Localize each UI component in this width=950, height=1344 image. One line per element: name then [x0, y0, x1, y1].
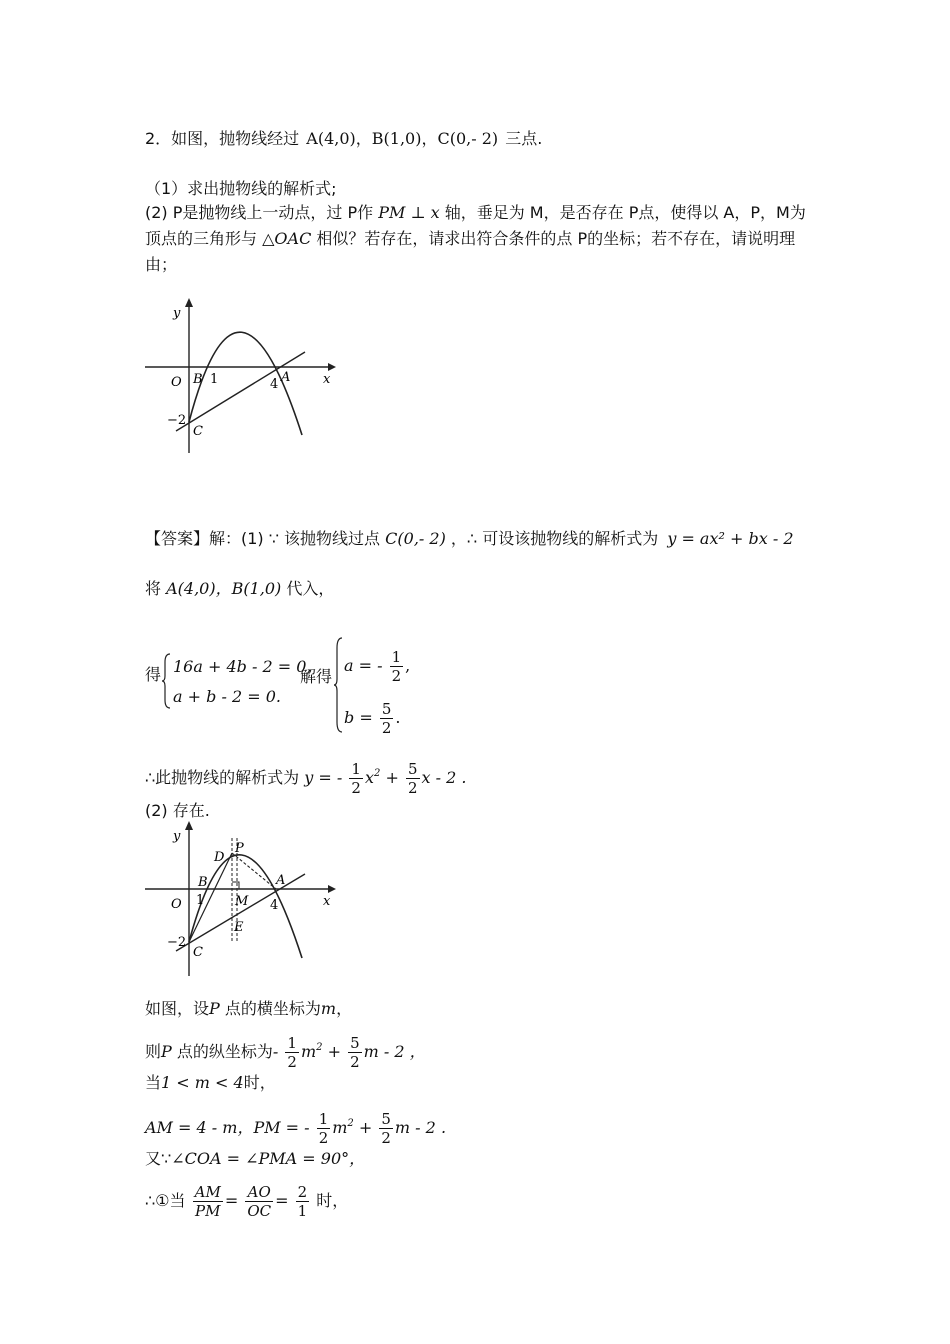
- answer-result: ∴此抛物线的解析式为 y = - $\frac{1}{2}$ $x^2$ + $\frac{5}{2}$ x - 2 .: [145, 760, 467, 797]
- set-p: 如图，设P 点的横坐标为m，: [145, 999, 353, 1018]
- fig2-x: x: [323, 894, 331, 909]
- answer-de: 得: [145, 665, 162, 684]
- fig1-1: 1: [210, 372, 219, 387]
- fig2-y: y: [173, 829, 181, 844]
- fig2-C: C: [193, 945, 203, 960]
- eq2: a + b - 2 = 0.: [173, 687, 281, 706]
- brace-left: [162, 652, 172, 710]
- case1: ∴①当 $\frac{AM}{PM}$ = $\frac{AO}{OC}$ = $\frac{2}{1}$ 时，: [145, 1183, 349, 1220]
- am-pm: AM = 4 - m，PM = - $\frac{1}{2}$ $m^2$ + $\frac{5}{2}$ m - 2 .: [145, 1110, 447, 1147]
- fig1-y: y: [173, 306, 181, 321]
- fig2-M: M: [235, 894, 249, 909]
- figure-2: [140, 818, 340, 983]
- fig2-A: A: [276, 873, 286, 888]
- question-part2-line3: 由；: [145, 255, 178, 274]
- fig2-neg2: −2: [167, 935, 187, 950]
- fig1-4: 4: [270, 377, 279, 392]
- fig2-B: B: [198, 875, 208, 890]
- fig2-P: P: [235, 841, 244, 856]
- eq1: 16a + 4b - 2 = 0,: [173, 657, 312, 676]
- fig1-A: A: [281, 370, 291, 385]
- question-points: A(4,0)，B(1,0)，C(0,- 2): [306, 129, 499, 148]
- fig2-O: O: [171, 897, 182, 912]
- answer-line2: 将 A(4,0)，B(1,0) 代入，: [145, 579, 335, 598]
- answer-jiede: 解得: [300, 667, 333, 686]
- question-part2: (2) P是抛物线上一动点，过 P作 PM ⊥ x 轴，垂足为 M，是否存在 P点，使得以 A，P，M为: [145, 203, 806, 222]
- figure-1: [140, 295, 340, 460]
- fig2-D: D: [214, 850, 225, 865]
- answer-part2: (2) 存在.: [145, 801, 210, 820]
- question-part1: （1）求出抛物线的解析式;: [145, 179, 337, 198]
- fig2-1: 1: [196, 893, 205, 908]
- sol-a: a = - $\frac{1}{2}$ ,: [344, 648, 411, 685]
- question-title: 2．如图，抛物线经过 A(4,0)，B(1,0)，C(0,- 2) 三点.: [145, 129, 543, 148]
- angles: 又∵∠COA = ∠PMA = 90°，: [145, 1149, 366, 1168]
- brace-right: [334, 636, 344, 734]
- fig1-C: C: [193, 424, 203, 439]
- fig1-B: B: [193, 372, 203, 387]
- fig1-x: x: [323, 372, 331, 387]
- sol-b: b = $\frac{5}{2}$ .: [344, 700, 401, 737]
- fig1-O: O: [171, 375, 182, 390]
- fig1-neg2: −2: [167, 413, 187, 428]
- answer-line1: 【答案】解：(1) ∵ 该抛物线过点 C(0,- 2) ，∴ 可设该抛物线的解析式为 y = ax² + bx - 2: [145, 529, 794, 548]
- p-ordinate: 则P 点的纵坐标为- $\frac{1}{2}$ $m^2$ + $\frac{5}{2}$ m - 2 ，: [145, 1034, 426, 1071]
- fig2-E: E: [234, 920, 244, 935]
- case-range: 当1 < m < 4时，: [145, 1073, 276, 1092]
- fig2-4: 4: [270, 898, 279, 913]
- question-part2-line2: 顶点的三角形与 △OAC 相似？若存在，请求出符合条件的点 P的坐标；若不存在，请说明理: [145, 229, 796, 248]
